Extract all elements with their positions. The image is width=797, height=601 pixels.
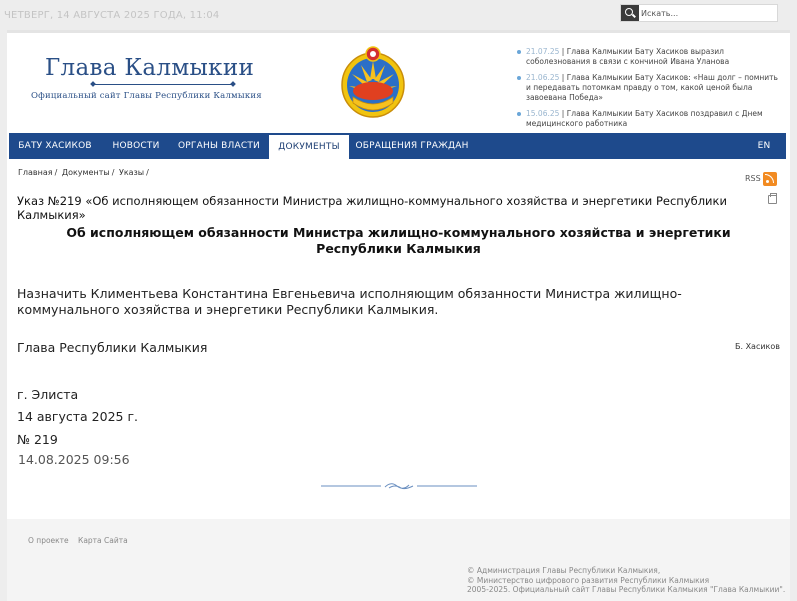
nav-item-documents[interactable]: ДОКУМЕНТЫ <box>269 133 349 161</box>
nav-item-batu-hasikov[interactable]: БАТУ ХАСИКОВ <box>18 141 92 151</box>
signer-name: Б. Хасиков <box>735 342 780 351</box>
nav-item-authorities[interactable]: ОРГАНЫ ВЛАСТИ <box>178 141 260 151</box>
rss-label[interactable]: RSS <box>745 174 761 183</box>
breadcrumb-documents[interactable]: Документы <box>61 168 110 177</box>
site-subtitle: Официальный сайт Главы Республики Калмыкия <box>31 91 262 101</box>
current-date: ЧЕТВЕРГ, 14 АВГУСТА 2025 ГОДА, 11:04 <box>4 10 220 21</box>
breadcrumb-separator: / <box>146 168 149 177</box>
breadcrumb-separator: / <box>111 168 115 177</box>
search-icon[interactable] <box>621 5 639 21</box>
breadcrumb-separator: / <box>54 168 58 177</box>
kalmykia-emblem-icon[interactable] <box>339 45 407 119</box>
document-body: Назначить Климентьева Константина Евгеньевича исполняющим обязанности Министра жилищно-коммунального хозяйства и энергетики Республики Калмыкия. <box>17 286 682 317</box>
breadcrumb-home[interactable]: Главная <box>18 168 53 177</box>
signer-role: Глава Республики Калмыкия <box>17 340 208 355</box>
news-item[interactable] <box>517 47 782 67</box>
news-item[interactable] <box>517 109 782 129</box>
document-city: г. Элиста <box>17 387 79 402</box>
top-bar <box>0 0 797 30</box>
news-date: 21.07.25 <box>526 47 560 56</box>
document-timestamp: 14.08.2025 09:56 <box>18 452 130 467</box>
news-list <box>517 47 782 135</box>
site-header <box>7 33 790 131</box>
news-text[interactable]: | Глава Калмыкии Бату Хасиков поздравил с Днем медицинского работника <box>526 109 763 128</box>
footer-link-about[interactable]: О проекте <box>28 536 69 545</box>
search-box[interactable] <box>620 4 778 22</box>
document-heading: Об исполняющем обязанности Министра жилищно-коммунального хозяйства и энергетики Республики Калмыкия <box>66 225 731 256</box>
footer-link-sitemap[interactable]: Карта Сайта <box>78 536 128 545</box>
main-nav <box>9 133 786 159</box>
search-input[interactable] <box>641 6 775 20</box>
copyright-line: 2005-2025. Официальный сайт Главы Республики Калмыкия "Глава Калмыкии". <box>467 585 786 594</box>
site-title[interactable]: Глава Калмыкии <box>45 55 255 81</box>
title-ornament <box>93 84 233 85</box>
news-date: 21.06.25 <box>526 73 560 82</box>
copyright-line: © Министерство цифрового развития Республики Калмыкия <box>467 575 710 585</box>
print-icon[interactable] <box>768 195 777 204</box>
language-switch[interactable]: EN <box>757 141 771 151</box>
copyright-line: © Администрация Главы Республики Калмыкия, <box>467 566 661 575</box>
nav-item-citizen-appeals[interactable]: ОБРАЩЕНИЯ ГРАЖДАН <box>355 141 469 151</box>
rss-icon[interactable] <box>763 172 777 186</box>
breadcrumb <box>18 168 151 177</box>
news-date: 15.06.25 <box>526 109 560 118</box>
document-title: Указ №219 «Об исполняющем обязанности Министра жилищно-коммунального хозяйства и энергетики Республики Калмыкия» <box>17 194 727 222</box>
copyright <box>467 566 785 595</box>
news-text[interactable]: | Глава Калмыкии Бату Хасиков выразил соболезнования в связи с кончиной Ивана Уланова <box>526 47 730 66</box>
site-footer <box>7 519 790 601</box>
nav-item-news[interactable]: НОВОСТИ <box>112 141 160 151</box>
ornament-divider-icon <box>319 479 479 493</box>
page-container <box>7 30 790 601</box>
breadcrumb-decrees[interactable]: Указы <box>118 168 145 177</box>
document-number: № 219 <box>17 432 58 447</box>
news-text[interactable]: | Глава Калмыкии Бату Хасиков: «Наш долг – помнить и передавать потомкам правду о том, какой ценой была завоевана Победа» <box>526 73 778 102</box>
news-item[interactable] <box>517 73 782 103</box>
document-date: 14 августа 2025 г. <box>17 409 138 424</box>
